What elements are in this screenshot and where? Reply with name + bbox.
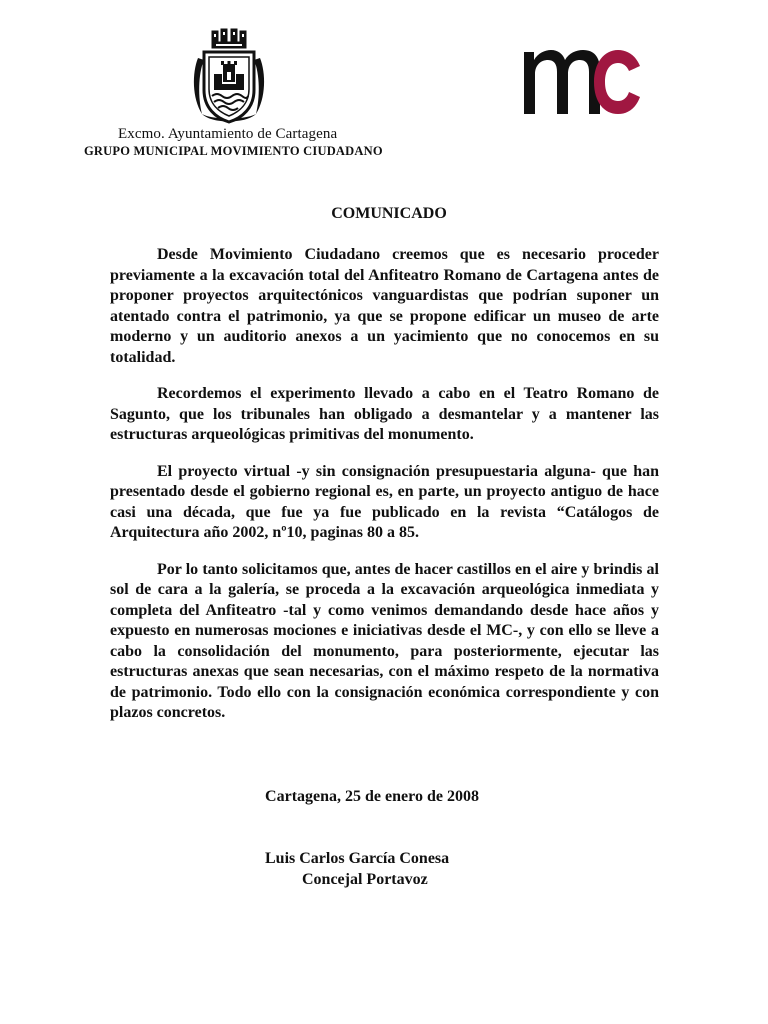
document-body: [110, 245, 659, 740]
signature-name: Luis Carlos García Conesa: [265, 850, 450, 867]
document-title: COMUNICADO: [331, 205, 447, 222]
paragraph: Desde Movimiento Ciudadano creemos que es necesario proceder previamente a la excavación total del Anfiteatro Romano de Cartagena antes de proponer proyectos arquitectónicos vanguardistas que podrían suponer un atentado contra el patrimonio, ya que se propone edificar un museo de arte moderno y un auditorio anexos a un yacimiento que no conocemos en su totalidad.: [110, 246, 659, 366]
organization-name: Excmo. Ayuntamiento de Cartagena: [118, 126, 338, 142]
paragraph: Por lo tanto solicitamos que, antes de hacer castillos en el aire y brindis al sol de cara a la galería, se proceda a la excavación arqueológica inmediata y completa del Anfiteatro -tal y como venimos demandando desde hace años y expuesto en numerosas mociones e iniciativas desde el MC-, y con ello se lleve a cabo la consolidación del monumento, para posteriormente, ejecutar las estructuras anexas que sean necesarias, con el máximo respeto de la normativa de patrimonio. Todo ello con la consignación económica correspondiente y con plazos concretos.: [110, 560, 659, 721]
municipal-group-name: GRUPO MUNICIPAL MOVIMIENTO CIUDADANO: [84, 144, 383, 158]
mc-logo: [518, 44, 642, 118]
signature-role: Concejal Portavoz: [302, 871, 428, 888]
paragraph: Recordemos el experimento llevado a cabo en el Teatro Romano de Sagunto, que los tribunales han obligado a desmantelar y a mantener las estructuras arqueológicas primitivas del monumento.: [110, 385, 659, 443]
cartagena-coat-of-arms-icon: [190, 28, 268, 128]
date-line: Cartagena, 25 de enero de 2008: [265, 788, 479, 805]
paragraph: El proyecto virtual -y sin consignación presupuestaria alguna- que han presentado desde el gobierno regional es, en parte, un proyecto antiguo de hace casi una década, que fue ya fue publicado en la revista “Catálogos de Arquitectura año 2002, nº10, paginas 80 a 85.: [110, 462, 659, 541]
